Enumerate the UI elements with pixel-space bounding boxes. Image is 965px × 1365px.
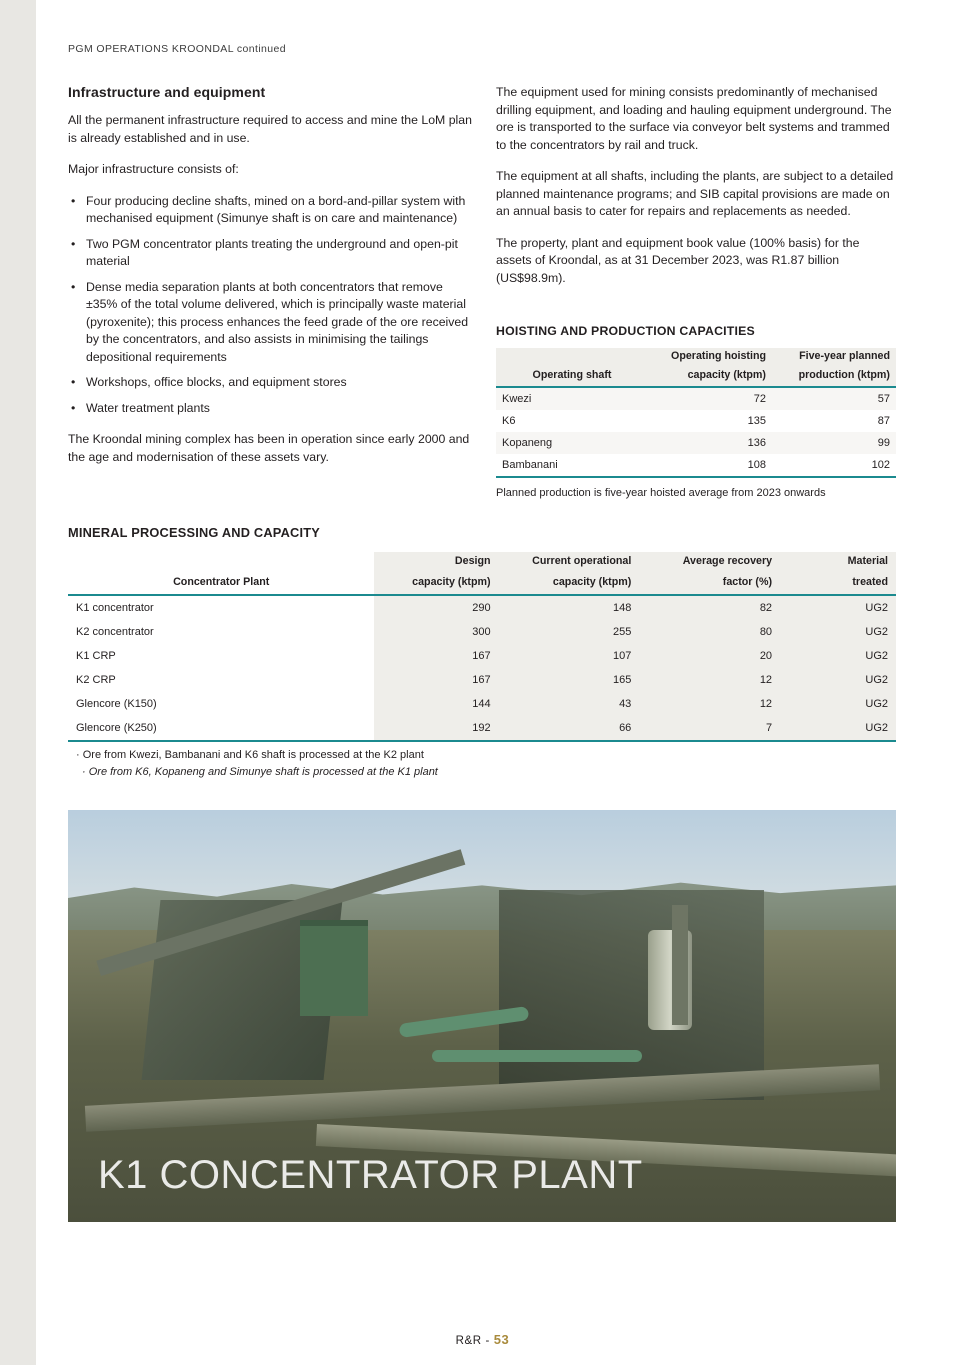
- paragraph-infrastructure-2: Major infrastructure consists of:: [68, 162, 239, 176]
- running-head: PGM OPERATIONS KROONDAL continued: [68, 43, 287, 55]
- cell-hoisting-capacity: 135: [648, 410, 772, 432]
- column-header-material-line1: Material: [780, 552, 896, 573]
- column-header-material-line2: treated: [780, 573, 896, 595]
- cell-plant-name: Glencore (K250): [68, 716, 374, 740]
- cell-planned-production: 57: [772, 387, 896, 410]
- infrastructure-bullet-list: [68, 193, 473, 418]
- column-header-current-capacity-line2: capacity (ktpm): [499, 573, 640, 595]
- list-item: • Dense media separation plants at both concentrators that remove ±35% of the total volume delivered, which is principally waste material (pyroxenite); this process enhances the feed grade of the ore received by the concentrators, and also assists in minimising the tailings depositional requirements: [68, 279, 473, 367]
- cell-material-treated: UG2: [780, 668, 896, 692]
- column-header-operating-shaft: [496, 348, 648, 367]
- photo-stack: [672, 905, 688, 1025]
- mineral-table-title: MINERAL PROCESSING AND CAPACITY: [68, 525, 320, 540]
- table-header-row: [496, 348, 896, 367]
- photo-pipe-2: [432, 1050, 642, 1062]
- table-row: [68, 644, 896, 668]
- hoisting-table-title: HOISTING AND PRODUCTION CAPACITIES: [496, 324, 755, 338]
- cell-material-treated: UG2: [780, 644, 896, 668]
- left-text-column: [68, 84, 473, 480]
- paragraph-equipment-3: The property, plant and equipment book value (100% basis) for the assets of Kroondal, as at 31 December 2023, was R1.87 billion (US$98.9m).: [496, 235, 860, 285]
- cell-planned-production: 102: [772, 454, 896, 476]
- cell-current-capacity: 66: [499, 716, 640, 740]
- cell-plant-name: K2 CRP: [68, 668, 374, 692]
- cell-recovery-factor: 80: [639, 620, 780, 644]
- cell-plant-name: K1 CRP: [68, 644, 374, 668]
- cell-recovery-factor: 7: [639, 716, 780, 740]
- column-header-design-capacity-line2: capacity (ktpm): [374, 573, 498, 595]
- table-row: [68, 595, 896, 620]
- cell-plant-name: K1 concentrator: [68, 595, 374, 620]
- list-item: • Four producing decline shafts, mined on a bord-and-pillar system with mechanised equipment (Simunye shaft is on care and maintenance): [68, 193, 473, 228]
- table-row: [68, 716, 896, 740]
- mineral-table-note-2: · Ore from K6, Kopaneng and Simunye shaft is processed at the K1 plant: [82, 766, 438, 778]
- cell-current-capacity: 165: [499, 668, 640, 692]
- table-row: [496, 387, 896, 410]
- table-row: [68, 620, 896, 644]
- table-row: [496, 432, 896, 454]
- table-row: [68, 692, 896, 716]
- cell-material-treated: UG2: [780, 620, 896, 644]
- photo-caption: K1 CONCENTRATOR PLANT: [98, 1153, 643, 1197]
- plant-photograph: [68, 810, 896, 1222]
- paragraph-equipment-2: The equipment at all shafts, including the plants, are subject to a detailed planned maintenance programs; and SIB capital provisions are made on an annual basis to cater for repairs and replacements as needed.: [496, 169, 894, 218]
- cell-current-capacity: 107: [499, 644, 640, 668]
- cell-design-capacity: 167: [374, 668, 498, 692]
- column-header-recovery-line2: factor (%): [639, 573, 780, 595]
- column-header-hoisting-capacity-line1: Operating hoisting: [648, 348, 772, 367]
- cell-current-capacity: 148: [499, 595, 640, 620]
- cell-design-capacity: 167: [374, 644, 498, 668]
- list-item: • Workshops, office blocks, and equipment stores: [68, 374, 473, 392]
- cell-planned-production: 87: [772, 410, 896, 432]
- page-number: 53: [493, 1332, 510, 1347]
- cell-planned-production: 99: [772, 432, 896, 454]
- cell-recovery-factor: 82: [639, 595, 780, 620]
- footer-text: [0, 1332, 965, 1347]
- table-row: [496, 454, 896, 476]
- cell-plant-name: Glencore (K150): [68, 692, 374, 716]
- cell-current-capacity: 43: [499, 692, 640, 716]
- table-header-row-2: [68, 573, 896, 595]
- right-text-column: [496, 84, 896, 301]
- table-row: [496, 410, 896, 432]
- hoisting-capacities-table: [496, 348, 896, 476]
- cell-recovery-factor: 12: [639, 692, 780, 716]
- column-header-recovery-line1: Average recovery: [639, 552, 780, 573]
- paragraph-equipment-1: The equipment used for mining consists predominantly of mechanised drilling equipment, and loading and hauling equipment underground. The ore is transported to the surface via conveyor belt systems and trammed to the concentrators by rail and truck.: [496, 85, 892, 152]
- hoisting-table-note: Planned production is five-year hoisted average from 2023 onwards: [496, 487, 826, 499]
- cell-material-treated: UG2: [780, 692, 896, 716]
- table-header-row-2: [496, 367, 896, 387]
- table-header-row: [68, 552, 896, 573]
- cell-shaft-name: Bambanani: [496, 454, 648, 476]
- cell-current-capacity: 255: [499, 620, 640, 644]
- page-left-margin-bar: [0, 0, 36, 1365]
- mineral-processing-section: [68, 525, 896, 778]
- table-row: [68, 668, 896, 692]
- mineral-processing-table: [68, 552, 896, 740]
- cell-design-capacity: 192: [374, 716, 498, 740]
- page-footer: [0, 1311, 965, 1365]
- cell-hoisting-capacity: 72: [648, 387, 772, 410]
- cell-material-treated: UG2: [780, 716, 896, 740]
- cell-design-capacity: 290: [374, 595, 498, 620]
- column-header-planned-production-line1: Five-year planned: [772, 348, 896, 367]
- column-header-design-capacity-line1: Design: [374, 552, 498, 573]
- section-heading: Infrastructure and equipment: [68, 84, 266, 100]
- column-header-planned-production-line2: production (ktpm): [772, 367, 896, 387]
- paragraph-infrastructure-3: The Kroondal mining complex has been in operation since early 2000 and the age and modernisation of these assets vary.: [68, 432, 470, 464]
- mineral-table-note-1: · Ore from Kwezi, Bambanani and K6 shaft is processed at the K2 plant: [76, 749, 424, 761]
- cell-shaft-name: K6: [496, 410, 648, 432]
- cell-shaft-name: Kwezi: [496, 387, 648, 410]
- cell-hoisting-capacity: 136: [648, 432, 772, 454]
- list-item: • Two PGM concentrator plants treating the underground and open-pit material: [68, 236, 473, 271]
- column-header-operating-shaft-label: Operating shaft: [496, 367, 648, 387]
- cell-design-capacity: 300: [374, 620, 498, 644]
- cell-recovery-factor: 20: [639, 644, 780, 668]
- photo-green-silo: [300, 920, 368, 1016]
- cell-material-treated: UG2: [780, 595, 896, 620]
- column-header-hoisting-capacity-line2: capacity (ktpm): [648, 367, 772, 387]
- column-header-current-capacity-line1: Current operational: [499, 552, 640, 573]
- footer-label: R&R -: [455, 1335, 490, 1347]
- list-item: • Water treatment plants: [68, 400, 473, 418]
- cell-shaft-name: Kopaneng: [496, 432, 648, 454]
- cell-design-capacity: 144: [374, 692, 498, 716]
- photo-plant-structure-right: [499, 890, 764, 1100]
- hoisting-capacities-section: [496, 324, 896, 499]
- column-header-plant-spacer: [68, 552, 374, 573]
- page-content: [68, 0, 896, 1365]
- paragraph-infrastructure-1: All the permanent infrastructure required to access and mine the LoM plan is already established and in use.: [68, 113, 472, 145]
- cell-hoisting-capacity: 108: [648, 454, 772, 476]
- cell-plant-name: K2 concentrator: [68, 620, 374, 644]
- cell-recovery-factor: 12: [639, 668, 780, 692]
- column-header-concentrator-plant: Concentrator Plant: [173, 576, 270, 588]
